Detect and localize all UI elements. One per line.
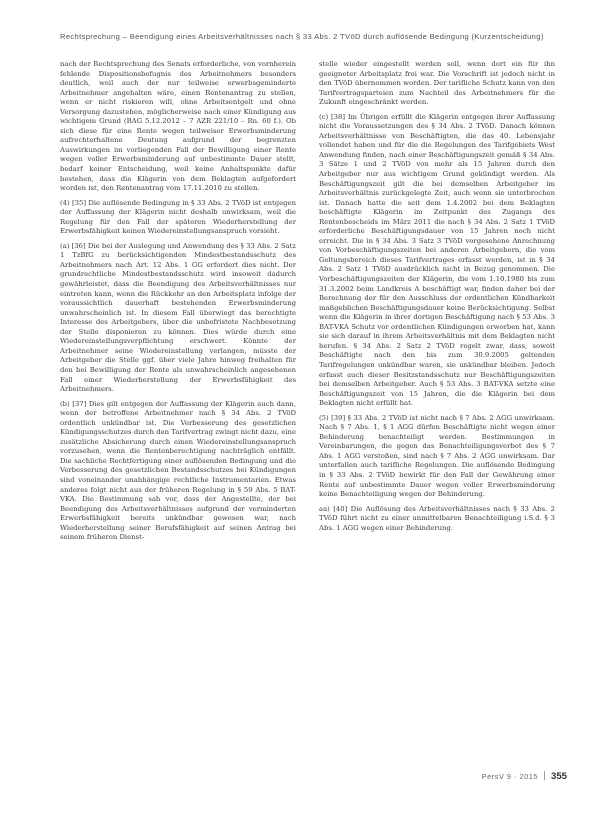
paragraph: stelle wieder eingestellt werden soll, wenn dort ein für ihn geeigneter Arbeitsplatz frei war. Die Vorschrift ist jedoch nicht in den TVöD übernommen worden. Der tarifliche Schutz kann von den Tarifvertragsparteien zum Nachteil des Arbeitnehmers für die Zukunft eingeschränkt werden. xyxy=(319,60,555,107)
journal-issue: PersV 9 · 2015 xyxy=(481,772,538,781)
right-column xyxy=(319,60,555,760)
paragraph: nach der Rechtsprechung des Senats erforderliche, von vornherein fehlende Dispositionsbefugnis des Arbeitnehmers besonders deutlich, weil auch der nur teilweise erwerbsgeminderte Arbeitnehmer angehalten wäre, einen Rentenantrag zu stellen, wenn er nicht riskieren will, ohne Arbeitsentgelt und ohne Versorgung dazustehen, möglicherweise nach einer Kündigung aus wichtigem Grund (BAG 5.12.2012 – 7 AZR 221/10 – Rn. 60 f.). Ob sich diese für eine Rente wegen teilweiser Erwerbsminderung aufrechterhaltene Deutung aufgrund der begrenzten Auswirkungen im vorliegenden Fall der Bewilligung einer Rente wegen voller Erwerbsminderung auf unbestimmte Dauer stellt, bedarf keiner Entscheidung, weil keine Anhaltspunkte dafür bestehen, dass die Klägerin von dem Beklagten aufgefordert worden ist, den Rentenantrag vom 17.11.2010 zu stellen. xyxy=(60,60,296,193)
paragraph: aa) [40] Die Auflösung des Arbeitsverhältnisses nach § 33 Abs. 2 TVöD führt nicht zu einer unmittelbaren Benachteiligung i.S.d. § 3 Abs. 1 AGG wegen einer Behinderung. xyxy=(319,504,555,532)
paragraph: (4) [35] Die auflösende Bedingung in § 33 Abs. 2 TVöD ist entgegen der Auffassung der Klägerin nicht deshalb unwirksam, weil die Regelung für den Fall der späteren Wiederherstellung der Erwerbsfähigkeit keinen Wiedereinstellungsanspruch vorsieht. xyxy=(60,198,296,236)
page-footer xyxy=(482,766,567,784)
left-column xyxy=(60,60,296,760)
paragraph: (c) [38] Im Übrigen erfüllt die Klägerin entgegen ihrer Auffassung nicht die Voraussetzungen des § 34 Abs. 2 TVöD. Danach können Arbeitsverhältnisse von Beschäftigten, die das 40. Lebensjahr vollendet haben und für die die Regelungen des Tarifgebiets West Anwendung finden, nach einer Beschäftigungszeit gemäß § 34 Abs. 3 Sätze 1 und 2 TVöD von mehr als 15 Jahren durch den Arbeitgeber nur aus wichtigem Grund gekündigt werden. Als Beschäftigungszeit gilt die bei demselben Arbeitgeber im Arbeitsverhältnis zurückgelegte Zeit, auch wenn sie unterbrochen ist. Danach hatte die seit dem 1.4.2002 bei dem Beklagten beschäftigte Klägerin im Zeitpunkt des Zugangs des Rentenbescheids im März 2011 die nach § 34 Abs. 2 Satz 1 TVöD erforderliche Beschäftigungsdauer von 15 Jahren noch nicht erreicht. Die in § 34 Abs. 3 Satz 3 TVöD vorgesehene Anrechnung von Vorbeschäftigungszeiten bei anderen Arbeitgebern, die vom Geltungsbereich dieses Tarifvertrages erfasst werden, ist in § 34 Abs. 2 Satz 1 TVöD ausdrücklich nicht in Bezug genommen. Die Vorbeschäftigungszeiten der Klägerin, die vom 1.10.1980 bis zum 31.3.2002 beim Landkreis A beschäftigt war, finden daher bei der Berechnung der für den Ausschluss der ordentlichen Kündbarkeit maßgeblichen Beschäftigungsdauer keine Berücksichtigung. Selbst wenn die Klägerin in ihrer dortigen Beschäftigung nach § 53 Abs. 3 BAT-VKA Schutz vor ordentlichen Kündigungen erworben hat, kann sie sich darauf in ihrem Arbeitsverhältnis mit dem Beklagten nicht berufen. § 34 Abs. 2 Satz 2 TVöD regelt zwar, dass, soweit Beschäftigte nach den bis zum 30.9.2005 geltenden Tarifregelungen unkündbar waren, sie unkündbar bleiben. Jedoch erfasst auch dieser Besitzstandsschutz nur Beschäftigungszeiten bei demselben Arbeitgeber. Auch § 53 Abs. 3 BAT-VKA setzte eine Beschäftigungszeit von 15 Jahren, die die Klägerin bei dem Beklagten nicht erfüllt hat. xyxy=(319,112,555,408)
footer-divider xyxy=(544,771,545,780)
running-header: Rechtsprechung – Beendigung eines Arbeitsverhältnisses nach § 33 Abs. 2 TVöD durch auflösende Bedingung (Kurzentscheidung) xyxy=(60,32,544,41)
page-number: 355 xyxy=(550,771,567,782)
paragraph: (b) [37] Dies gilt entgegen der Auffassung der Klägerin auch dann, wenn der betroffene Arbeitnehmer nach § 34 Abs. 2 TVöD ordentlich unkündbar ist. Die Verbesserung des gesetzlichen Kündigungsschutzes durch den Tarifvertrag zwingt nicht dazu, eine zusätzliche Absicherung durch einen Wiedereinstellungsanspruch vorzusehen, wenn die Rentenberechtigung nachträglich entfällt. Die sachliche Rechtfertigung einer auflösenden Bedingung und die Verbesserung des gesetzlichen Bestandsschutzes bei Kündigungen sind voneinander unabhängige rechtliche Instrumentarien. Etwas anderes folgt nicht aus der früheren Regelung in § 59 Abs. 5 BAT-VKA. Die Bestimmung sah vor, dass der Angestellte, der bei Beendigung des Arbeitsverhältnisses aufgrund der verminderten Erwerbsfähigkeit bereits unkündbar gewesen war, nach Wiederherstellung seiner Berufsfähigkeit auf seinen Antrag bei seinem früheren Dienst- xyxy=(60,399,296,542)
paragraph: (a) [36] Die bei der Auslegung und Anwendung des § 33 Abs. 2 Satz 1 TzBfG zu berücksichtigenden Mindestbestandsschutz des Arbeitnehmers nach Art. 12 Abs. 1 GG erfordert dies nicht. Der grundrechtliche Mindestbestandsschutz wird insoweit dadurch gewährleistet, dass die Beendigung des Arbeitsverhältnisses nur eintreten kann, wenn die Rückkehr an den Arbeitsplatz infolge der voraussichtlich dauerhaft bestehenden Erwerbsminderung unwahrscheinlich ist. In diesem Fall überwiegt das berechtigte Interesse des Arbeitgebers, über die unbefristete Nachbesetzung der Stelle disponieren zu können. Dies würde durch eine Wiedereinstellungsverpflichtung erschwert. Könnte der Arbeitnehmer seine Wiedereinstellung verlangen, müsste der Arbeitgeber die Stelle ggf. über viele Jahre hinweg freihalten für den bei Bewilligung der Rente als unwahrscheinlich angesehenen Fall einer Wiederherstellung der Erwerbsfähigkeit des Arbeitnehmers. xyxy=(60,241,296,394)
paragraph: (5) [39] § 33 Abs. 2 TVöD ist nicht nach § 7 Abs. 2 AGG unwirksam. Nach § 7 Abs. 1, § 1 AGG dürfen Beschäftigte nicht wegen einer Behinderung benachteiligt werden. Bestimmungen in Vereinbarungen, die gegen das Benachteiligungsverbot des § 7 Abs. 1 AGG verstoßen, sind nach § 7 Abs. 2 AGG unwirksam. Dar unterfallen auch tarifliche Regelungen. Die auflösende Bedingung in § 33 Abs. 2 TVöD bewirkt für den Fall der Gewährung einer Rente auf unbestimmte Dauer wegen voller Erwerbsminderung keine Benachteiligung wegen der Behinderung. xyxy=(319,413,555,499)
